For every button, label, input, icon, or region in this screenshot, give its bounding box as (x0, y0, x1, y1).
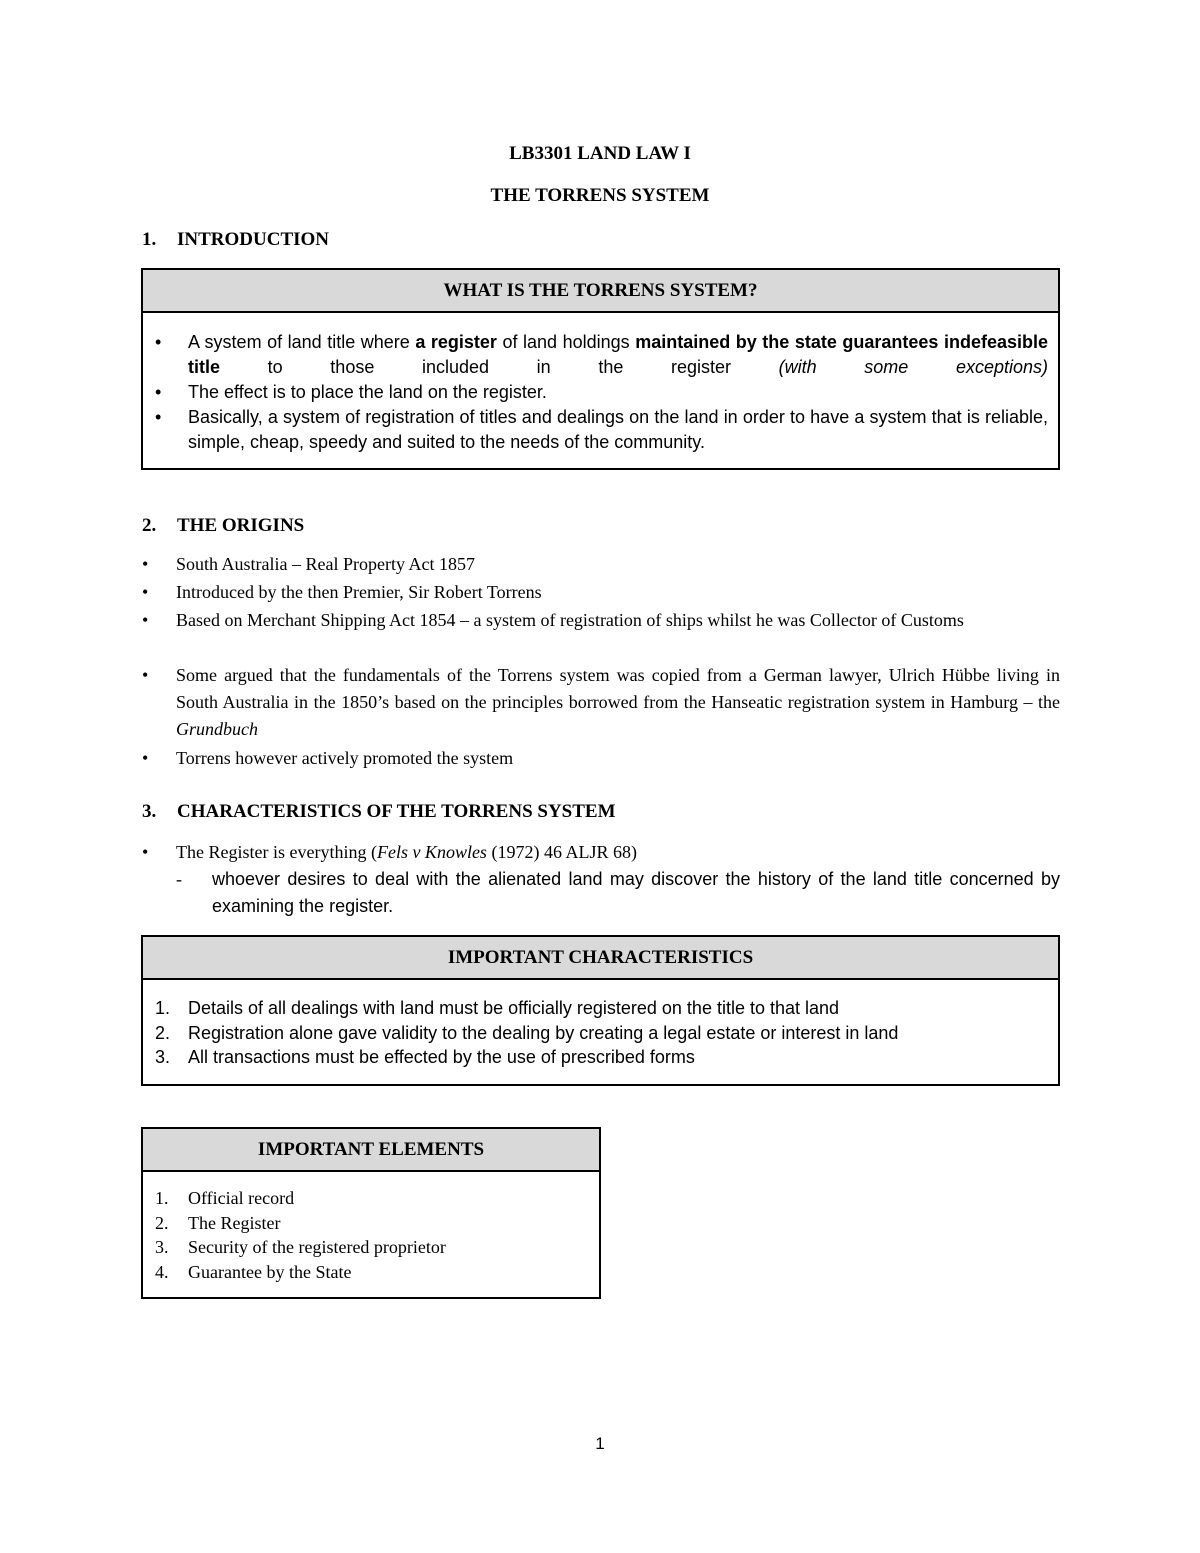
characteristics-box-title: IMPORTANT CHARACTERISTICS (143, 937, 1058, 980)
item-number: 4. (155, 1262, 169, 1282)
bullet-icon: • (142, 748, 149, 768)
document-title: THE TORRENS SYSTEM (490, 185, 710, 206)
item-text: Registration alone gave validity to the dealing by creating a legal estate or interest in land (188, 1023, 899, 1043)
definition-text: Basically, a system of registration of titles and dealings on the land in order to have a system that is reliable, simple, cheap, speedy and suited to the needs of the community. (188, 407, 1048, 452)
italic-run: (with some exceptions) (778, 357, 1049, 377)
item-text: Guarantee by the State (188, 1262, 352, 1282)
register-text (176, 839, 1060, 866)
case-name: Fels v Knowles (376, 842, 487, 862)
page-number: 1 (595, 1434, 605, 1453)
text-run: A system of land title where (188, 332, 416, 352)
item-number: 3. (155, 1047, 171, 1067)
definition-text-line1 (188, 330, 1048, 380)
text-run: of land holdings (496, 332, 636, 352)
bullet-icon: • (155, 332, 162, 352)
section-title: THE ORIGINS (177, 515, 305, 536)
italic-run: Grundbuch (176, 719, 258, 739)
origins-text: Torrens however actively promoted the system (176, 748, 514, 768)
dash-icon: - (176, 869, 182, 889)
section-number: 3. (142, 801, 157, 822)
item-number: 3. (155, 1237, 169, 1257)
bullet-icon: • (142, 554, 149, 574)
bold-run: a register (415, 332, 497, 352)
item-number: 1. (155, 998, 171, 1018)
text-run: The Register is everything ( (176, 842, 377, 862)
item-text: Security of the registered proprietor (188, 1237, 446, 1257)
characteristics-box (141, 935, 1060, 1086)
bullet-icon: • (142, 842, 149, 862)
bullet-icon: • (155, 382, 162, 402)
bullet-icon: • (142, 610, 149, 630)
bold-run: maintained by the state guarantees indefeasible title (188, 332, 1049, 377)
item-text: All transactions must be effected by the use of prescribed forms (188, 1047, 695, 1067)
definition-text: The effect is to place the land on the register. (188, 382, 547, 402)
course-title: LB3301 LAND LAW I (509, 143, 691, 164)
item-number: 1. (155, 1188, 169, 1208)
item-text: Official record (188, 1188, 295, 1208)
section-title: INTRODUCTION (177, 229, 330, 250)
section-number: 1. (142, 229, 157, 250)
section-number: 2. (142, 515, 157, 536)
section-heading-introduction (142, 229, 329, 251)
section-title: CHARACTERISTICS OF THE TORRENS SYSTEM (177, 801, 616, 822)
definition-box (141, 268, 1060, 470)
bullet-icon: • (142, 582, 149, 602)
elements-box (141, 1127, 601, 1299)
elements-box-title: IMPORTANT ELEMENTS (143, 1129, 599, 1172)
origins-text: Introduced by the then Premier, Sir Robert Torrens (176, 582, 542, 602)
text-run: to those included in the register (220, 357, 779, 377)
item-text: Details of all dealings with land must be officially registered on the title to that land (188, 998, 840, 1018)
origins-text: South Australia – Real Property Act 1857 (176, 554, 475, 574)
bullet-icon: • (142, 665, 149, 685)
section-heading-origins (142, 515, 304, 537)
text-run: (1972) 46 ALJR 68) (486, 842, 637, 862)
definition-box-title: WHAT IS THE TORRENS SYSTEM? (143, 270, 1058, 313)
section-heading-characteristics (142, 801, 616, 823)
origins-text: Based on Merchant Shipping Act 1854 – a system of registration of ships whilst he was Collector of Customs (176, 610, 964, 630)
item-text: The Register (188, 1213, 281, 1233)
register-subtext: whoever desires to deal with the alienated land may discover the history of the land title concerned by examining the register. (212, 869, 1060, 916)
bullet-icon: • (155, 407, 162, 427)
origins-text (176, 662, 1060, 743)
item-number: 2. (155, 1023, 171, 1043)
item-number: 2. (155, 1213, 169, 1233)
text-run: Some argued that the fundamentals of the Torrens system was copied from a German lawyer, Ulrich Hübbe living in South Australia in the 1850’s based on the principles borrowed from the Hanseatic registration system in Hamburg – the (176, 665, 1060, 712)
